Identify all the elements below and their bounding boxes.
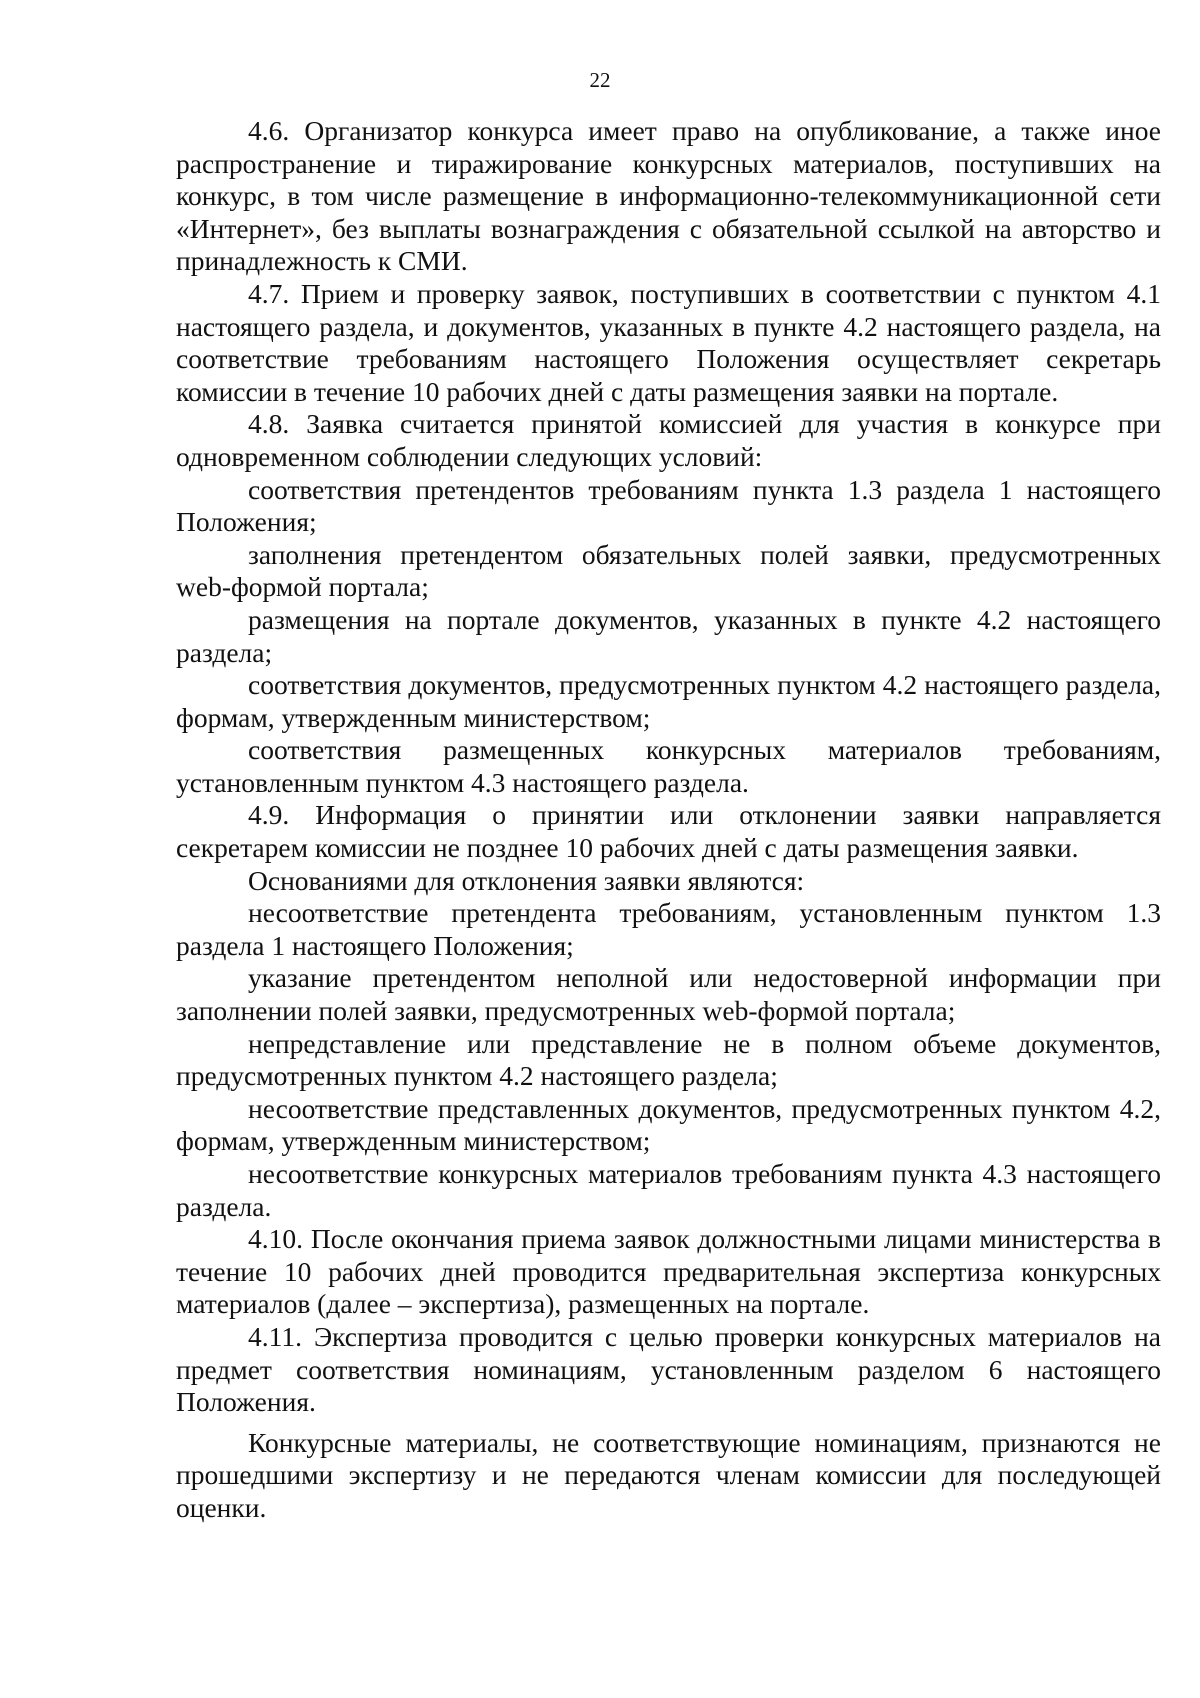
rejection-ground-item: указание претендентом неполной или недостоверной информации при заполнении полей заявки, предусмотренных web-формой портала; [176,962,1161,1027]
paragraph-4-11-note: Конкурсные материалы, не соответствующие номинациям, признаются не прошедшими экспертизу и не передаются членам комиссии для последующей оценки. [176,1426,1161,1523]
paragraph-4-7: 4.7. Прием и проверку заявок, поступивших в соответствии с пунктом 4.1 настоящего раздела, и документов, указанных в пункте 4.2 настоящего раздела, на соответствие требованиям настоящего Положения осуществляет секретарь комиссии в течение 10 рабочих дней с даты размещения заявки на портале. [176,277,1161,407]
rejection-ground-item: несоответствие конкурсных материалов требованиям пункта 4.3 настоящего раздела. [176,1158,1161,1222]
page-number: 22 [589,68,611,92]
paragraph-4-8: 4.8. Заявка считается принятой комиссией для участия в конкурсе при одновременном соблюдении следующих условий: [176,408,1161,472]
paragraph-4-11: 4.11. Экспертиза проводится с целью проверки конкурсных материалов на предмет соответствия номинациям, установленным разделом 6 настоящего Положения. [176,1320,1161,1418]
paragraph-4-10: 4.10. После окончания приема заявок должностными лицами министерства в течение 10 рабочих дней проводится предварительная экспертиза конкурсных материалов (далее – экспертиза), размещенных на портале. [176,1223,1161,1320]
paragraph-4-6: 4.6. Организатор конкурса имеет право на опубликование, а также иное распространение и тиражирование конкурсных материалов, поступивших на конкурс, в том числе размещение в информационно-телекоммуникационной сети «Интернет», без выплаты вознаграждения с обязательной ссылкой на авторство и принадлежность к СМИ. [176,115,1161,277]
condition-item: размещения на портале документов, указанных в пункте 4.2 настоящего раздела; [176,603,1161,668]
document-body [176,115,1161,1525]
rejection-ground-item: несоответствие претендента требованиям, установленным пунктом 1.3 раздела 1 настоящего Положения; [176,897,1161,961]
rejection-grounds-heading: Основаниями для отклонения заявки являются: [248,864,805,896]
paragraph-4-9: 4.9. Информация о принятии или отклонении заявки направляется секретарем комиссии не позднее 10 рабочих дней с даты размещения заявки. [176,799,1161,864]
condition-item: соответствия претендентов требованиям пункта 1.3 раздела 1 настоящего Положения; [176,473,1161,538]
condition-item: соответствия размещенных конкурсных материалов требованиям, установленным пунктом 4.3 настоящего раздела. [176,734,1161,798]
condition-item: соответствия документов, предусмотренных пунктом 4.2 настоящего раздела, формам, утвержденным министерством; [176,669,1161,733]
rejection-ground-item: непредставление или представление не в полном объеме документов, предусмотренных пунктом 4.2 настоящего раздела; [176,1027,1161,1092]
condition-item: заполнения претендентом обязательных полей заявки, предусмотренных web-формой портала; [176,538,1161,603]
rejection-ground-item: несоответствие представленных документов, предусмотренных пунктом 4.2, формам, утвержденным министерством; [176,1092,1161,1157]
